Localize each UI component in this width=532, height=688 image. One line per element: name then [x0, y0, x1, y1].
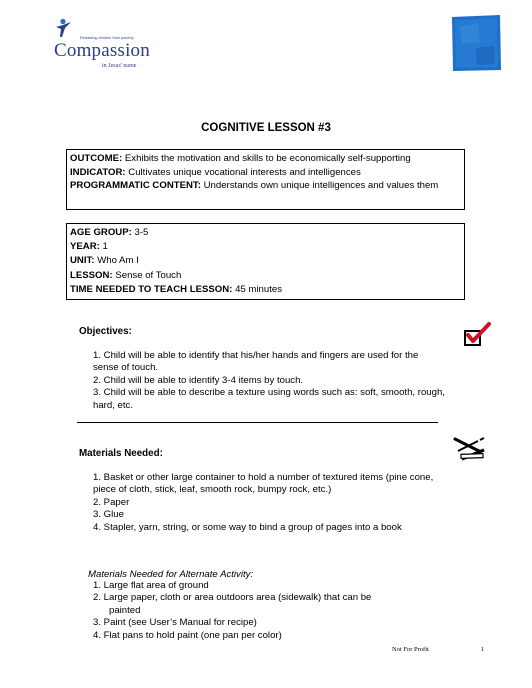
alternate-item: 1. Large flat area of ground [93, 580, 209, 591]
footer-note: Not For Profit [392, 646, 429, 653]
material-item: 1. Basket or other large container to hold a number of textured items (pine cone, piece of cloth, stick, leaf, smooth rock, bumpy rock, etc.) [93, 472, 434, 496]
logo-tagline: Releasing children from poverty [80, 36, 134, 40]
indicator-label: INDICATOR: [70, 167, 126, 179]
outcome-value: Exhibits the motivation and skills to be economically self-supporting [124, 153, 411, 164]
year-value: 1 [102, 241, 108, 253]
programmatic-content-label: PROGRAMMATIC CONTENT: [70, 180, 201, 192]
alternate-item: 2. Large paper, cloth or area outdoors area (sidewalk) that can be [93, 592, 372, 604]
material-item: 3. Glue [93, 509, 124, 521]
objectives-list [93, 350, 445, 412]
year-row [70, 240, 460, 254]
checkbox-checkmark-icon [463, 322, 491, 348]
alternate-item-continued: painted [109, 604, 141, 616]
indicator-value: Cultivates unique vocational interests and intelligences [128, 167, 361, 179]
lesson-value: Sense of Touch [115, 269, 182, 281]
material-item: 2. Paper [93, 496, 130, 508]
programmatic-content-value: Understands own unique intelligences and values them [203, 180, 439, 192]
compassion-logo [54, 18, 164, 70]
materials-heading: Materials Needed: [79, 448, 163, 459]
pencil-tools-icon [452, 435, 486, 461]
objective-item: 1. Child will be able to identify that his/her hands and fingers are used for the sense of touch. [93, 350, 419, 374]
time-needed-value: 45 minutes [235, 283, 283, 295]
time-needed-label: TIME NEEDED TO TEACH LESSON: [70, 283, 233, 295]
blue-paint-block [450, 14, 502, 72]
year-label: YEAR: [70, 241, 100, 253]
lesson-label: LESSON: [70, 269, 113, 281]
materials-list [93, 472, 453, 534]
outcome-row [70, 152, 460, 166]
alternate-materials-heading: Materials Needed for Alternate Activity: [88, 569, 254, 580]
page-number: 1 [481, 646, 485, 653]
objective-item: 3. Child will be able to describe a texture using words such as: soft, smooth, rough, hard, etc. [93, 387, 445, 411]
time-needed-row [70, 283, 460, 297]
alternate-item: 3. Paint (see User’s Manual for recipe) [93, 617, 257, 629]
logo-wordmark: Compassion [54, 40, 150, 61]
programmatic-content-row [70, 180, 460, 191]
person-icon [54, 18, 74, 38]
material-item: 4. Stapler, yarn, string, or some way to bind a group of pages into a book [93, 521, 402, 533]
page-title: COGNITIVE LESSON #3 [201, 122, 331, 134]
lesson-row [70, 269, 460, 283]
logo-subtitle: in Jesus' name [102, 63, 137, 69]
alternate-materials-list [93, 580, 423, 642]
alternate-item: 4. Flat pans to hold paint (one pan per color) [93, 629, 282, 641]
section-divider [77, 422, 438, 423]
overview-box [66, 149, 465, 210]
unit-value: Who Am I [97, 255, 139, 267]
age-group-row [70, 226, 460, 240]
lesson-details-box [66, 223, 465, 300]
unit-row [70, 254, 460, 268]
age-group-value: 3-5 [134, 227, 149, 238]
objectives-heading: Objectives: [79, 326, 132, 337]
outcome-label: OUTCOME: [70, 153, 123, 164]
objective-item: 2. Child will be able to identify 3-4 items by touch. [93, 374, 304, 386]
age-group-label: AGE GROUP: [70, 227, 132, 238]
indicator-row [70, 166, 460, 180]
unit-label: UNIT: [70, 255, 95, 267]
